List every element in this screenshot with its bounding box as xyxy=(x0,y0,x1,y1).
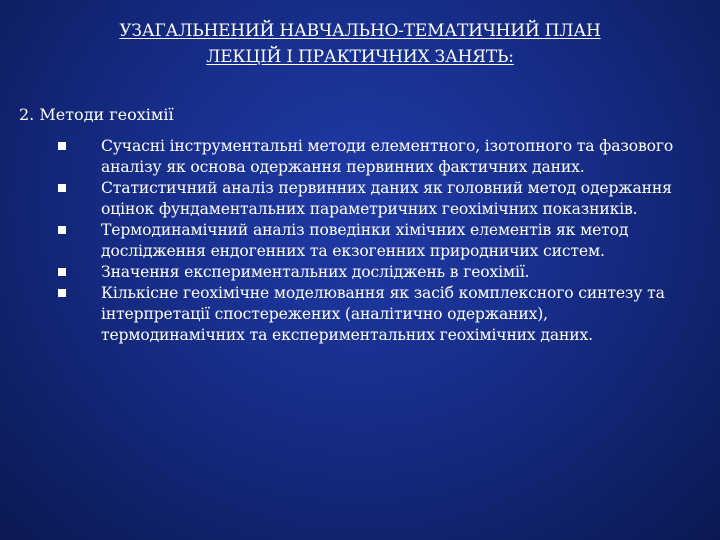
square-bullet-icon xyxy=(58,184,66,192)
list-item-text: Значення експериментальних досліджень в геохімії. xyxy=(101,263,530,281)
list-item xyxy=(0,283,720,346)
list-item xyxy=(0,220,720,262)
square-bullet-icon xyxy=(58,142,66,150)
section-heading: 2. Методи геохімії xyxy=(19,105,174,124)
list-item xyxy=(0,178,720,220)
square-bullet-icon xyxy=(58,226,66,234)
title-line-2: ЛЕКЦІЙ І ПРАКТИЧНИХ ЗАНЯТЬ: xyxy=(206,47,514,67)
title-line-1: УЗАГАЛЬНЕНИЙ НАВЧАЛЬНО-ТЕМАТИЧНИЙ ПЛАН xyxy=(119,21,601,41)
square-bullet-icon xyxy=(58,289,66,297)
list-item-text: Термодинамічний аналіз поведінки хімічних елементів як метод дослідження ендогенних та екзогенних природничих систем. xyxy=(101,221,629,260)
slide-title xyxy=(60,18,660,70)
list-item-text: Кількісне геохімічне моделювання як засіб комплексного синтезу та інтерпретації спостережених (аналітично одержаних), термодинамічних та експериментальних геохімічних даних. xyxy=(101,284,665,344)
bullet-list xyxy=(0,136,720,346)
list-item-text: Сучасні інструментальні методи елементного, ізотопного та фазового аналізу як основа одержання первинних фактичних даних. xyxy=(101,137,674,176)
list-item xyxy=(0,262,720,283)
list-item-text: Статистичний аналіз первинних даних як головний метод одержання оцінок фундаментальних параметричних геохімічних показників. xyxy=(101,179,672,218)
square-bullet-icon xyxy=(58,268,66,276)
list-item xyxy=(0,136,720,178)
